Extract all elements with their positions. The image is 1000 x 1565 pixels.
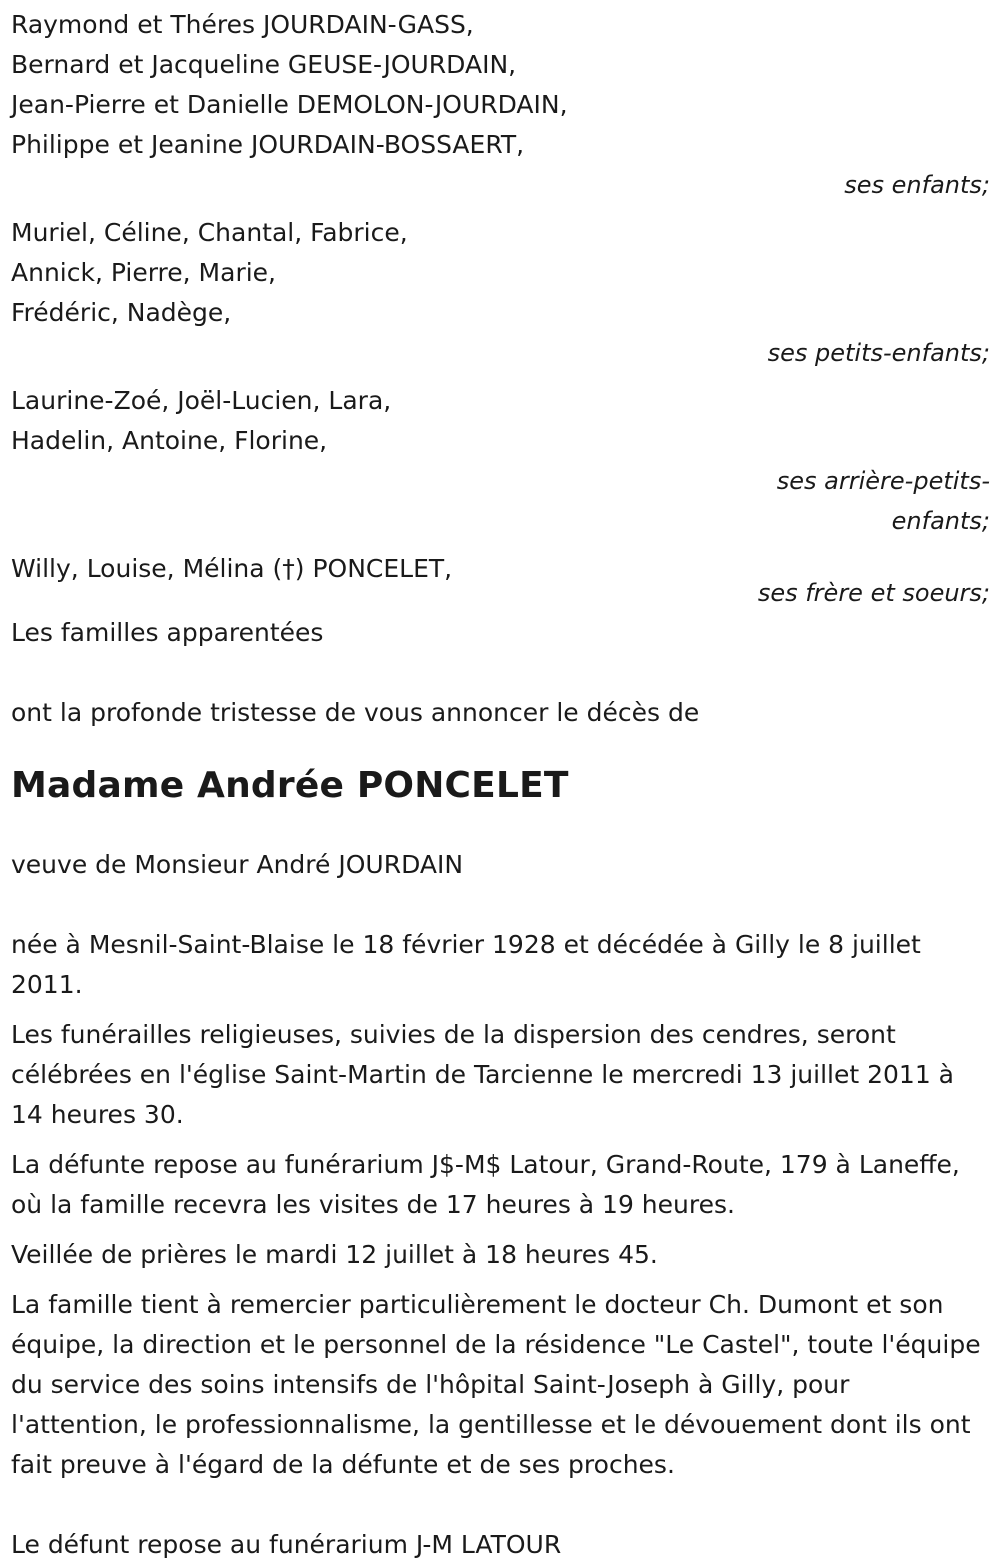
grandchildren-group	[11, 213, 990, 373]
children-role: ses enfants;	[844, 171, 990, 199]
related-families	[11, 613, 990, 653]
footer-text: Le défunt repose au funérarium J-M LATOUR	[11, 1530, 562, 1559]
siblings-role: ses frère et soeurs;	[757, 579, 990, 607]
announcement-text: ont la profonde tristesse de vous annoncer le décès de	[11, 698, 700, 727]
rest-place-paragraph: La défunte repose au funérarium J$-M$ Latour, Grand-Route, 179 à Laneffe, où la famille recevra les visites de 17 heures à 19 heures.	[11, 1150, 960, 1219]
grandchildren-role: ses petits-enfants;	[767, 339, 990, 367]
child-line: Raymond et Théres JOURDAIN-GASS,	[11, 10, 474, 39]
thanks-paragraph: La famille tient à remercier particulièrement le docteur Ch. Dumont et son équipe, la direction et le personnel de la résidence "Le Castel", toute l'équipe du service des soins intensifs de l'hôpital Saint-Joseph à Gilly, pour l'attention, le professionnalisme, la gentillesse et le dévouement dont ils ont fait preuve à l'égard de la défunte et de ses proches.	[11, 1290, 981, 1479]
grandchild-line: Annick, Pierre, Marie,	[11, 258, 276, 287]
widow-of	[11, 845, 990, 885]
grandchild-line: Frédéric, Nadège,	[11, 298, 232, 327]
deceased-name: Madame Andrée PONCELET	[11, 765, 569, 806]
siblings-group	[11, 549, 990, 613]
widow-of-text: veuve de Monsieur André JOURDAIN	[11, 850, 464, 879]
children-group	[11, 5, 990, 205]
funeral-paragraph: Les funérailles religieuses, suivies de la dispersion des cendres, seront célébrées en l'église Saint-Martin de Tarcienne le mercredi 13 juillet 2011 à 14 heures 30.	[11, 1020, 955, 1129]
sibling-line: Willy, Louise, Mélina (†) PONCELET,	[11, 554, 453, 583]
vigil-paragraph: Veillée de prières le mardi 12 juillet à 18 heures 45.	[11, 1240, 658, 1269]
related-families-text: Les familles apparentées	[11, 618, 324, 647]
child-line: Philippe et Jeanine JOURDAIN-BOSSAERT,	[11, 130, 525, 159]
child-line: Jean-Pierre et Danielle DEMOLON-JOURDAIN,	[11, 90, 568, 119]
grandchild-line: Muriel, Céline, Chantal, Fabrice,	[11, 218, 408, 247]
birth-death-paragraph: née à Mesnil-Saint-Blaise le 18 février 1928 et décédée à Gilly le 8 juillet 2011.	[11, 930, 921, 999]
great-grandchildren-role: ses arrière-petits-enfants;	[776, 467, 990, 535]
child-line: Bernard et Jacqueline GEUSE-JOURDAIN,	[11, 50, 517, 79]
announcement	[11, 693, 990, 733]
great-grandchild-line: Hadelin, Antoine, Florine,	[11, 426, 328, 455]
great-grandchild-line: Laurine-Zoé, Joël-Lucien, Lara,	[11, 386, 392, 415]
great-grandchildren-group	[11, 381, 990, 541]
